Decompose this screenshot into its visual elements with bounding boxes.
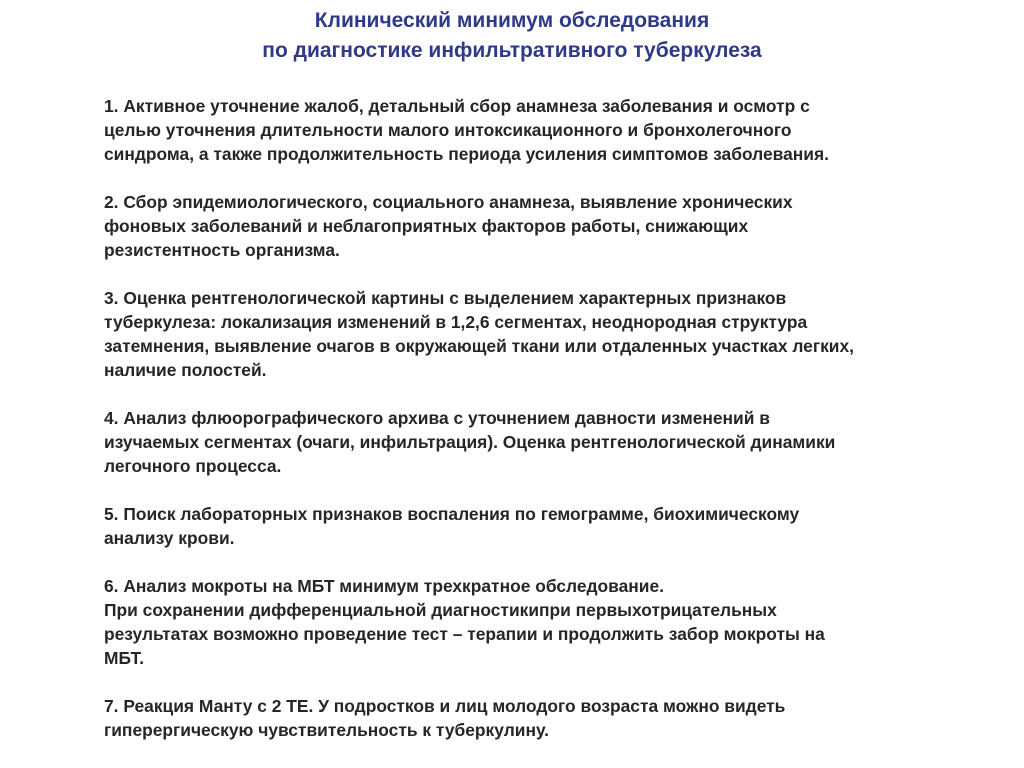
title-line-1: Клинический минимум обследования — [314, 9, 710, 32]
list-item-5 — [104, 502, 984, 550]
item-line: гиперергическую чувствительность к туберкулину. — [104, 720, 549, 740]
item-line: результатах возможно проведение тест – терапии и продолжить забор мокроты на — [104, 624, 825, 644]
item-line: 2. Сбор эпидемиологического, социального анамнеза, выявление хронических — [104, 192, 793, 212]
item-line: синдрома, а также продолжительность периода усиления симптомов заболевания. — [104, 144, 829, 164]
list-item-3 — [104, 286, 984, 382]
item-line: наличие полостей. — [104, 360, 267, 380]
item-line: легочного процесса. — [104, 456, 282, 476]
item-line: затемнения, выявление очагов в окружающей ткани или отдаленных участках легких, — [104, 336, 854, 356]
list-item-1 — [104, 94, 984, 166]
item-line: изучаемых сегментах (очаги, инфильтрация). Оценка рентгенологической динамики — [104, 432, 836, 452]
item-line: При сохранении дифференциальной диагностикипри первыхотрицательных — [104, 600, 777, 620]
item-line: 7. Реакция Манту с 2 ТЕ. У подростков и лиц молодого возраста можно видеть — [104, 696, 786, 716]
title-line-2: по диагностике инфильтративного туберкулеза — [262, 39, 762, 62]
list-item-2 — [104, 190, 984, 262]
examination-list — [104, 94, 984, 742]
item-line: МБТ. — [104, 648, 145, 668]
item-line: туберкулеза: локализация изменений в 1,2,6 сегментах, неоднородная структура — [104, 312, 808, 332]
item-line: 4. Анализ флюорографического архива с уточнением давности изменений в — [104, 408, 770, 428]
item-line: 5. Поиск лабораторных признаков воспаления по гемограмме, биохимическому — [104, 504, 800, 524]
item-line: целью уточнения длительности малого интоксикационного и бронхолегочного — [104, 120, 792, 140]
list-item-7 — [104, 694, 984, 742]
item-line: 6. Анализ мокроты на МБТ минимум трехкратное обследование. — [104, 576, 664, 596]
item-line: резистентность организма. — [104, 240, 340, 260]
slide-title — [0, 6, 1024, 66]
list-item-4 — [104, 406, 984, 478]
item-line: анализу крови. — [104, 528, 235, 548]
item-line: 3. Оценка рентгенологической картины с выделением характерных признаков — [104, 288, 787, 308]
list-item-6 — [104, 574, 984, 670]
item-line: 1. Активное уточнение жалоб, детальный сбор анамнеза заболевания и осмотр с — [104, 96, 810, 116]
item-line: фоновых заболеваний и неблагоприятных факторов работы, снижающих — [104, 216, 749, 236]
